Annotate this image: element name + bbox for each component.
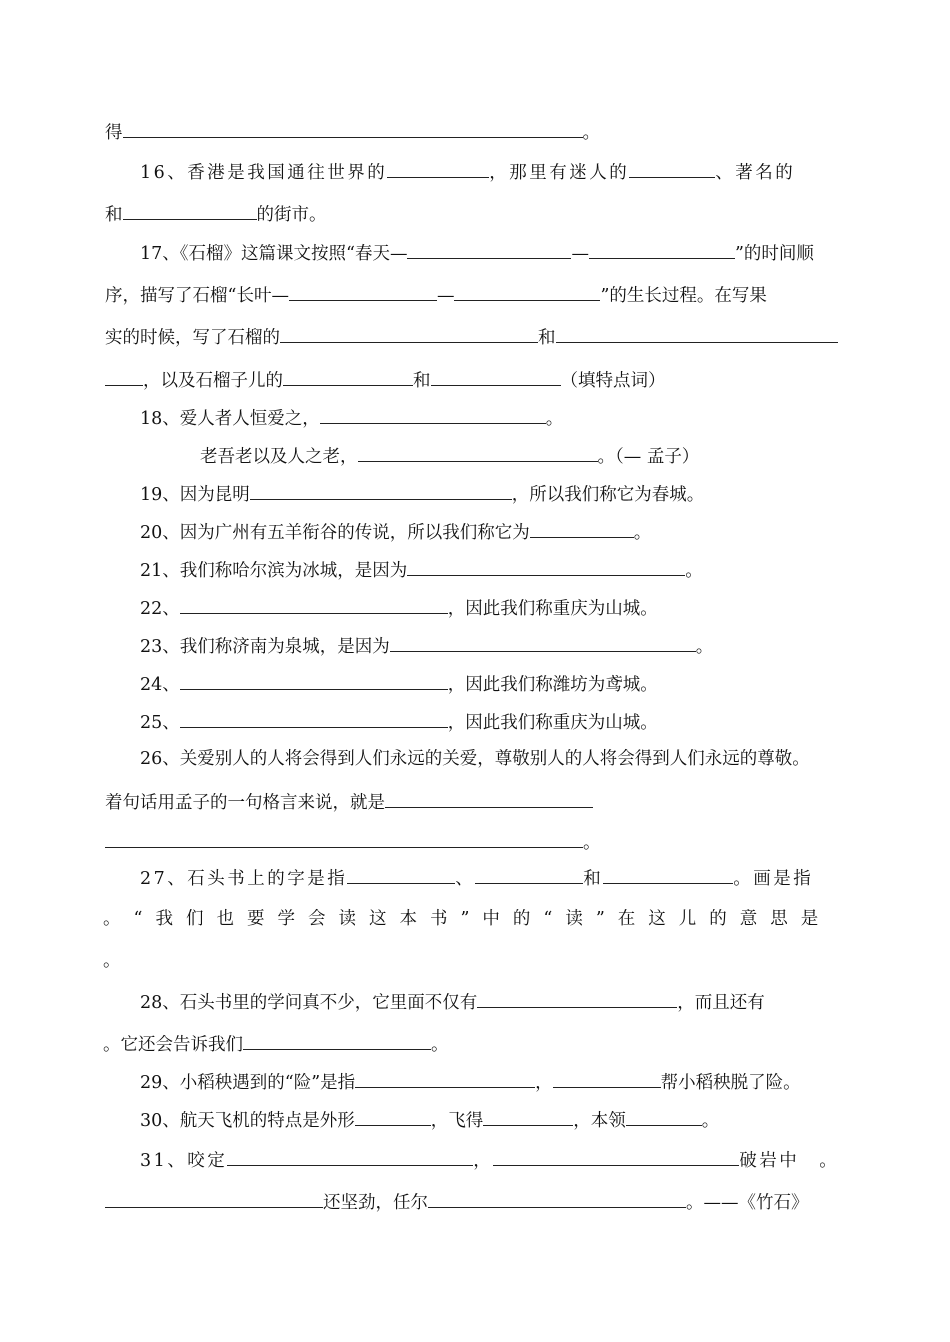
blank[interactable] bbox=[454, 283, 600, 301]
question-17-cont: 实的时候，写了石榴的 和 bbox=[105, 325, 838, 349]
blank[interactable] bbox=[243, 1032, 431, 1050]
blank[interactable] bbox=[105, 1190, 323, 1208]
question-17-cont: 序，描写了石榴“长叶— — ”的生长过程。在写果 bbox=[105, 283, 767, 307]
blank[interactable] bbox=[105, 368, 143, 386]
blank[interactable] bbox=[390, 634, 696, 652]
blank[interactable] bbox=[280, 325, 538, 343]
blank[interactable] bbox=[250, 482, 512, 500]
blank[interactable] bbox=[355, 1070, 535, 1088]
blank[interactable] bbox=[105, 830, 583, 848]
blank[interactable] bbox=[180, 672, 448, 690]
blank[interactable] bbox=[553, 1070, 661, 1088]
blank[interactable] bbox=[227, 1148, 473, 1166]
blank[interactable] bbox=[603, 866, 733, 884]
blank[interactable] bbox=[385, 790, 593, 808]
blank[interactable] bbox=[530, 520, 634, 538]
blank[interactable] bbox=[431, 368, 561, 386]
question-16-cont: 和 的街市。 bbox=[105, 202, 327, 226]
blank[interactable] bbox=[483, 1108, 573, 1126]
question-25: 25、 ，因此我们称重庆为山城。 bbox=[140, 710, 658, 734]
text-line: 得 。 bbox=[105, 120, 600, 144]
blank[interactable] bbox=[477, 990, 677, 1008]
blank[interactable] bbox=[475, 866, 583, 884]
question-24: 24、 ，因此我们称潍坊为鸢城。 bbox=[140, 672, 658, 696]
question-18: 18、爱人者人恒爱之， 。 bbox=[140, 406, 563, 430]
question-29: 29、小稻秧遇到的“险”是指 ， 帮小稻秧脱了险。 bbox=[140, 1070, 801, 1094]
blank[interactable] bbox=[428, 1190, 686, 1208]
question-20: 20、因为广州有五羊衔谷的传说，所以我们称它为 。 bbox=[140, 520, 651, 544]
blank[interactable] bbox=[629, 160, 715, 178]
blank[interactable] bbox=[347, 866, 455, 884]
blank[interactable] bbox=[493, 1148, 739, 1166]
question-16: 16、香港是我国通往世界的 ，那里有迷人的 、著名的 bbox=[140, 160, 795, 184]
question-17-cont: ，以及石榴子儿的 和 （填特点词） bbox=[105, 368, 666, 392]
blank[interactable] bbox=[180, 596, 448, 614]
blank[interactable] bbox=[589, 241, 735, 259]
question-26-cont: 着句话用孟子的一句格言来说，就是 bbox=[105, 790, 593, 814]
question-17: 17、《石榴》这篇课文按照“春天— — ”的时间顺 bbox=[140, 241, 814, 265]
blank[interactable] bbox=[626, 1108, 702, 1126]
blank[interactable] bbox=[556, 325, 838, 343]
blank[interactable] bbox=[123, 120, 583, 138]
question-18-cont: 老吾老以及人之老， 。（— 孟子） bbox=[200, 444, 699, 468]
question-28-cont: 。它还会告诉我们 。 bbox=[103, 1032, 449, 1056]
blank[interactable] bbox=[180, 710, 448, 728]
question-28: 28、石头书里的学问真不少，它里面不仅有 ，而且还有 bbox=[140, 990, 765, 1014]
question-27-cont: 。“我们也要学会读这本书”中的“读”在这儿的意思是 bbox=[103, 909, 832, 929]
question-22: 22、 ，因此我们称重庆为山城。 bbox=[140, 596, 658, 620]
blank[interactable] bbox=[320, 406, 546, 424]
question-26: 26、关爱别人的人将会得到人们永远的关爱，尊敬别人的人将会得到人们永远的尊敬。 bbox=[140, 749, 810, 769]
question-31: 31、咬定 ， 破岩中 。 bbox=[140, 1148, 839, 1172]
question-27-cont: 。 bbox=[103, 951, 121, 971]
blank[interactable] bbox=[123, 202, 257, 220]
blank[interactable] bbox=[283, 368, 413, 386]
blank[interactable] bbox=[407, 241, 571, 259]
blank[interactable] bbox=[355, 1108, 431, 1126]
blank[interactable] bbox=[407, 558, 685, 576]
question-31-cont: 还坚劲，任尔 。——《竹石》 bbox=[105, 1190, 809, 1214]
question-19: 19、因为昆明 ，所以我们称它为春城。 bbox=[140, 482, 704, 506]
blank[interactable] bbox=[289, 283, 437, 301]
question-23: 23、我们称济南为泉城，是因为 。 bbox=[140, 634, 713, 658]
blank[interactable] bbox=[358, 444, 598, 462]
question-26-cont: 。 bbox=[105, 830, 601, 854]
question-27: 27、石头书上的字是指 、 和 。画是指 bbox=[140, 866, 813, 890]
blank[interactable] bbox=[387, 160, 489, 178]
question-21: 21、我们称哈尔滨为冰城，是因为 。 bbox=[140, 558, 703, 582]
question-30: 30、航天飞机的特点是外形 ，飞得 ，本领 。 bbox=[140, 1108, 719, 1132]
